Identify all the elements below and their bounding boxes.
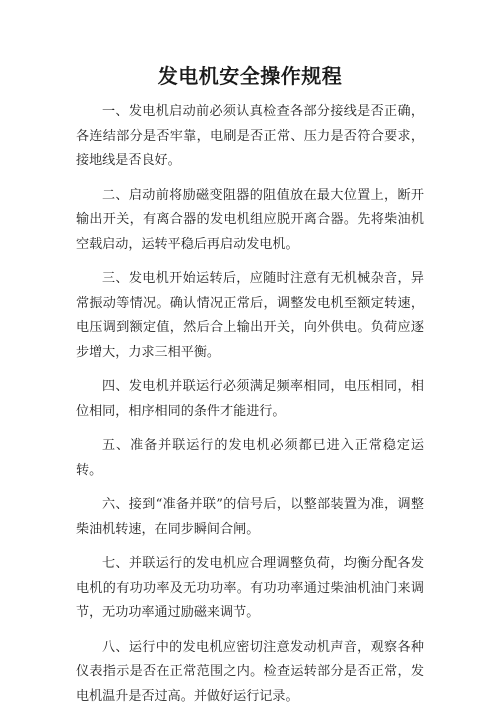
paragraph-5: 五、准备并联运行的发电机必须都已进入正常稳定运转。 [76,438,424,478]
document-title: 发电机安全操作规程 [157,64,343,88]
document-body [76,100,424,719]
paragraph-3: 三、发电机开始运转后，应随时注意有无机械杂音，异常振动等情况。确认情况正常后，调整发电机至额定转速，电压调到额定值，然后合上输出开关，向外供电。负荷应逐步增大，力求三相平衡。 [76,271,424,360]
paragraph-2: 二、启动前将励磁变阻器的阻值放在最大位置上，断开输出开关，有离合器的发电机组应脱开离合器。先将柴油机空载启动，运转平稳后再启动发电机。 [76,187,424,252]
paragraph-4: 四、发电机并联运行必须满足频率相同，电压相同，相位相同，相序相同的条件才能进行。 [76,379,424,419]
paragraph-1: 一、发电机启动前必须认真检查各部分接线是否正确，各连结部分是否牢靠，电刷是否正常、压力是否符合要求，接地线是否良好。 [76,104,424,168]
paragraph-8: 八、运行中的发电机应密切注意发动机声音，观察各种仪表指示是否在正常范围之内。检查运转部分是否正常，发电机温升是否过高。并做好运行记录。 [76,639,424,704]
paragraph-7: 七、并联运行的发电机应合理调整负荷，均衡分配各发电机的有功功率及无功功率。有功功率通过柴油机油门来调节，无功功率通过励磁来调节。 [76,556,424,620]
paragraph-6: 六、接到“准备并联”的信号后，以整部装置为准，调整柴油机转速，在同步瞬间合闸。 [76,497,424,537]
